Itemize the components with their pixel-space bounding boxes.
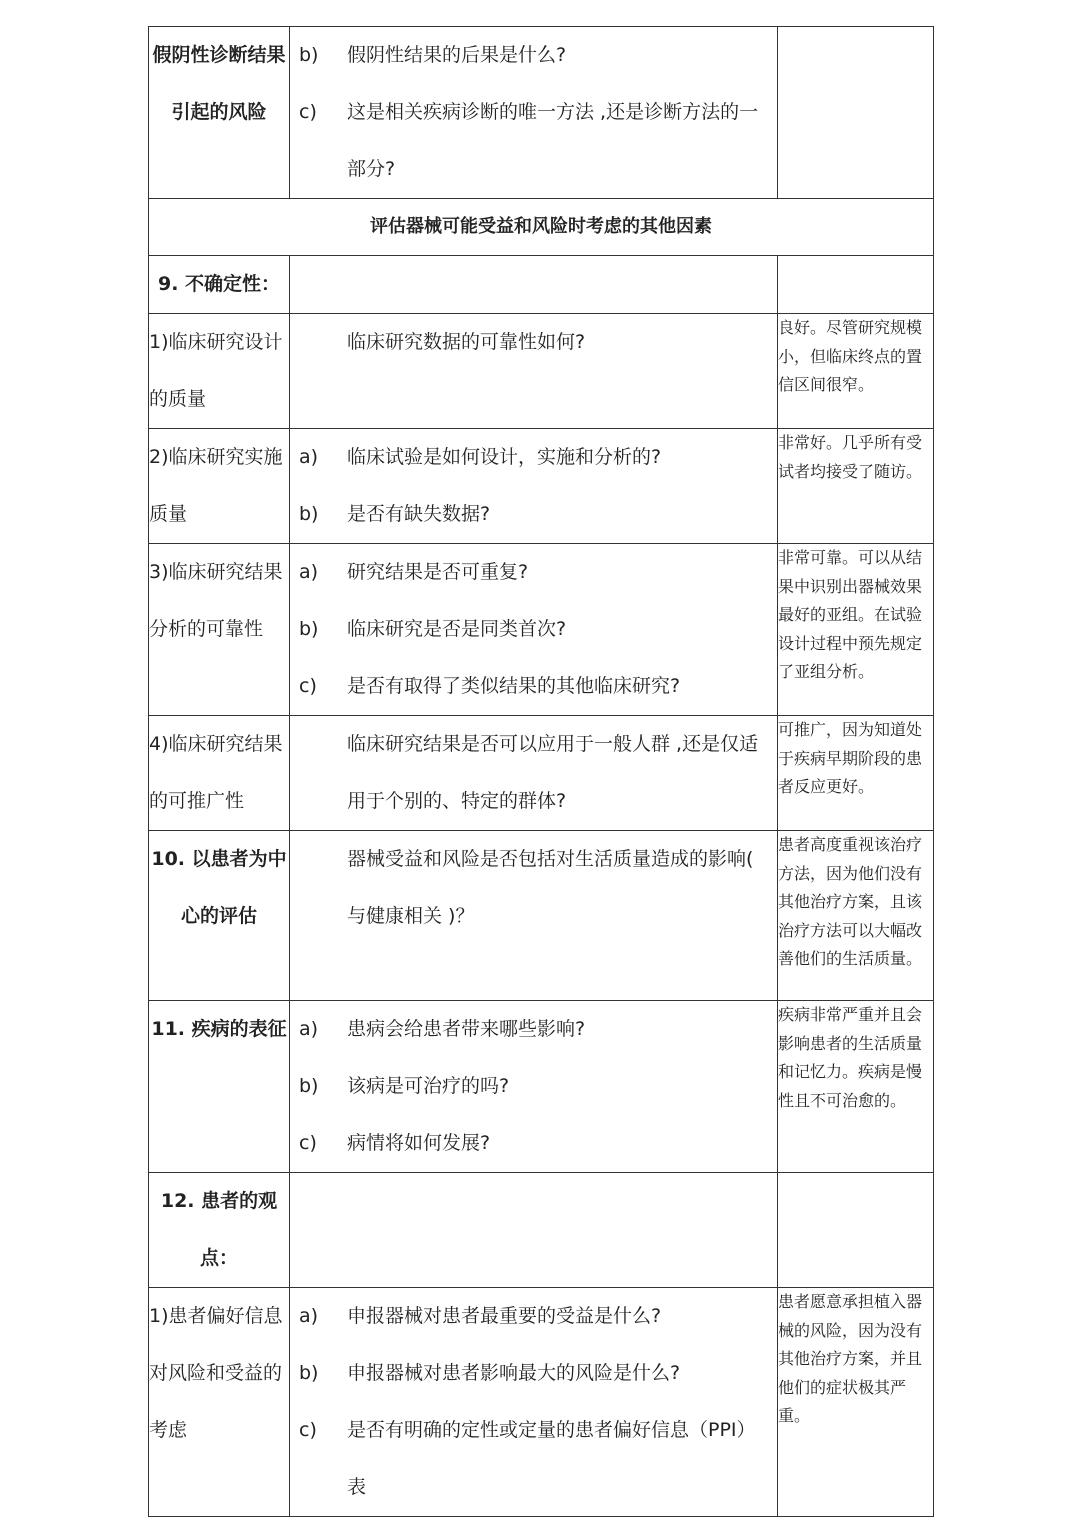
- question-text: 病情将如何发展?: [347, 1132, 491, 1154]
- question-cell: [290, 429, 778, 544]
- question-text: 研究结果是否可重复?: [347, 561, 529, 583]
- question-item: [290, 544, 777, 601]
- row-label: 11. 疾病的表征: [149, 1001, 290, 1173]
- assessment-note: 非常好。几乎所有受试者均接受了随访。: [778, 429, 934, 544]
- assessment-table: [148, 26, 934, 1517]
- table-row: [149, 256, 934, 314]
- table-row: [149, 1173, 934, 1288]
- question-text: 是否有取得了类似结果的其他临床研究?: [347, 675, 681, 697]
- question-marker: c): [299, 1419, 317, 1441]
- question-item: [290, 1402, 777, 1516]
- row-label: 9. 不确定性：: [149, 256, 290, 314]
- row-label: 10. 以患者为中心的评估: [149, 831, 290, 1001]
- question-text: 假阴性结果的后果是什么?: [347, 44, 567, 66]
- assessment-note: 疾病非常严重并且会影响患者的生活质量和记忆力。疾病是慢性且不可治愈的。: [778, 1001, 934, 1173]
- row-label: 2)临床研究实施质量: [149, 429, 290, 544]
- question-marker: b): [299, 618, 319, 640]
- section-heading: 评估器械可能受益和风险时考虑的其他因素: [149, 199, 934, 256]
- question-marker: a): [299, 561, 319, 583]
- assessment-note: 患者愿意承担植入器械的风险，因为没有其他治疗方案，并且他们的症状极其严重。: [778, 1288, 934, 1517]
- question-text: 临床研究数据的可靠性如何?: [347, 331, 586, 353]
- section-row: [149, 199, 934, 256]
- question-marker: b): [299, 1362, 319, 1384]
- assessment-note: [778, 27, 934, 199]
- question-text: 申报器械对患者影响最大的风险是什么?: [347, 1362, 681, 1384]
- assessment-note: 良好。尽管研究规模小，但临床终点的置信区间很窄。: [778, 314, 934, 429]
- table-row: [149, 429, 934, 544]
- question-text: 患病会给患者带来哪些影响?: [347, 1018, 586, 1040]
- question-marker: [290, 314, 347, 371]
- table-row: [149, 831, 934, 1001]
- question-text: 临床研究是否是同类首次?: [347, 618, 567, 640]
- question-item: [290, 429, 777, 486]
- question-cell: [290, 544, 778, 716]
- question-text: 这是相关疾病诊断的唯一方法 ,还是诊断方法的一部分?: [347, 101, 759, 180]
- table-row: [149, 716, 934, 831]
- question-text: 是否有缺失数据?: [347, 503, 491, 525]
- question-text: 该病是可治疗的吗?: [347, 1075, 510, 1097]
- table-row: [149, 1288, 934, 1517]
- question-item: [290, 716, 777, 830]
- assessment-note: [778, 1173, 934, 1288]
- question-item: [290, 1001, 777, 1058]
- question-text: 是否有明确的定性或定量的患者偏好信息（PPI）表: [347, 1419, 756, 1498]
- assessment-note: 可推广，因为知道处于疾病早期阶段的患者反应更好。: [778, 716, 934, 831]
- question-item: [290, 1058, 777, 1115]
- question-marker: c): [299, 1132, 317, 1154]
- question-cell: [290, 831, 778, 1001]
- assessment-note: 患者高度重视该治疗方法，因为他们没有其他治疗方案，且该治疗方法可以大幅改善他们的生活质量。: [778, 831, 934, 1001]
- question-marker: a): [299, 1305, 319, 1327]
- table-row: [149, 27, 934, 199]
- question-item: [290, 601, 777, 658]
- question-text: 临床试验是如何设计，实施和分析的?: [347, 446, 662, 468]
- assessment-note: 非常可靠。可以从结果中识别出器械效果最好的亚组。在试验设计过程中预先规定了亚组分析。: [778, 544, 934, 716]
- question-cell: [290, 27, 778, 199]
- question-marker: b): [299, 503, 319, 525]
- question-cell: [290, 1288, 778, 1517]
- question-cell: [290, 314, 778, 429]
- question-text: 申报器械对患者最重要的受益是什么?: [347, 1305, 662, 1327]
- row-label: 12. 患者的观点：: [149, 1173, 290, 1288]
- question-cell: [290, 1173, 778, 1288]
- assessment-note: [778, 256, 934, 314]
- question-text: 临床研究结果是否可以应用于一般人群 ,还是仅适用于个别的、特定的群体?: [347, 733, 759, 812]
- question-item: [290, 658, 777, 715]
- question-marker: [290, 716, 347, 830]
- question-item: [290, 1288, 777, 1345]
- row-label: 4)临床研究结果的可推广性: [149, 716, 290, 831]
- row-label: 假阴性诊断结果引起的风险: [149, 27, 290, 199]
- question-text: 器械受益和风险是否包括对生活质量造成的影响( 与健康相关 )？: [347, 848, 754, 927]
- question-marker: a): [299, 446, 319, 468]
- question-marker: a): [299, 1018, 319, 1040]
- question-marker: b): [299, 44, 319, 66]
- question-item: [290, 486, 777, 543]
- question-item: [290, 1345, 777, 1402]
- question-marker: b): [299, 1075, 319, 1097]
- question-marker: [290, 831, 347, 945]
- row-label: 1)患者偏好信息对风险和受益的考虑: [149, 1288, 290, 1517]
- table-row: [149, 1001, 934, 1173]
- question-cell: [290, 256, 778, 314]
- question-marker: c): [299, 675, 317, 697]
- table-row: [149, 314, 934, 429]
- row-label: 3)临床研究结果分析的可靠性: [149, 544, 290, 716]
- question-item: [290, 831, 777, 945]
- question-marker: c): [299, 101, 317, 123]
- question-cell: [290, 1001, 778, 1173]
- question-item: [290, 84, 777, 198]
- question-item: [290, 1115, 777, 1172]
- question-item: [290, 27, 777, 84]
- question-item: [290, 314, 777, 371]
- question-cell: [290, 716, 778, 831]
- table-row: [149, 544, 934, 716]
- row-label: 1)临床研究设计的质量: [149, 314, 290, 429]
